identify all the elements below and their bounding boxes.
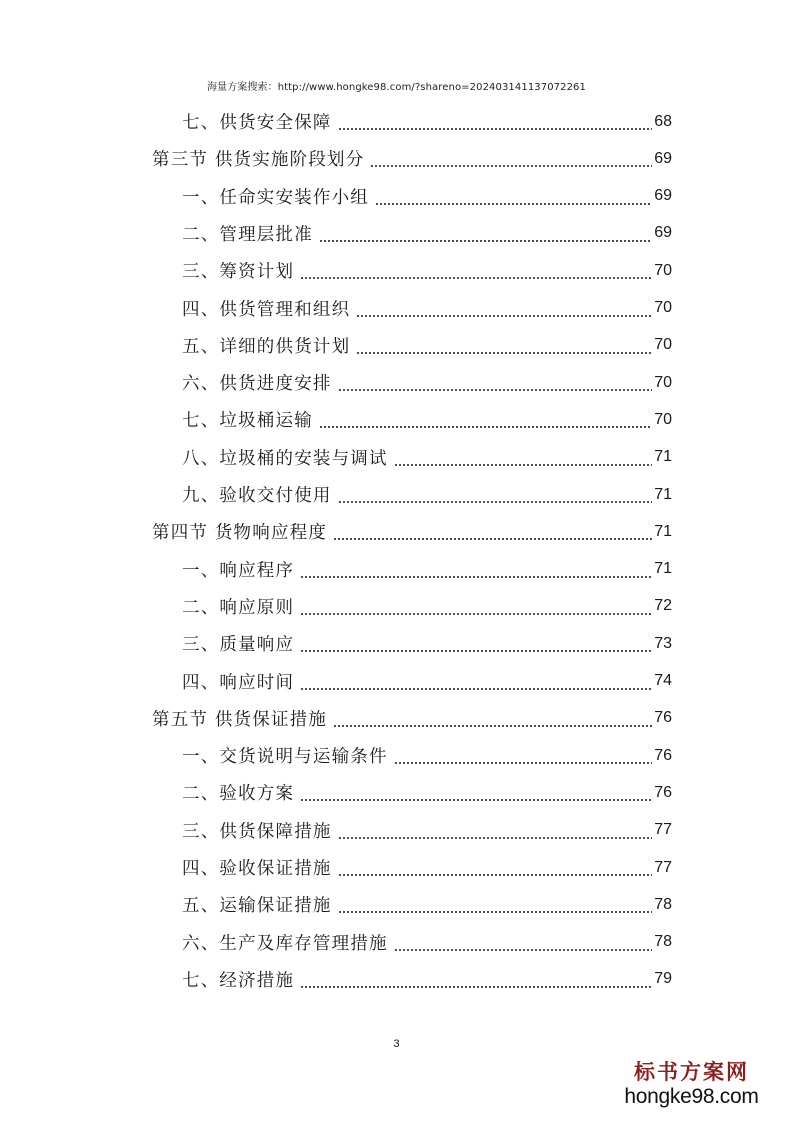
- toc-entry-title: 六、供货进度安排: [182, 374, 332, 395]
- toc-dot-leader: [338, 859, 653, 877]
- toc-entry-title: 第四节 货物响应程度: [152, 523, 328, 544]
- toc-entry-title: 二、验收方案: [182, 784, 295, 805]
- toc-entry-title: 三、筹资计划: [182, 262, 295, 283]
- toc-entry-title: 三、质量响应: [182, 635, 295, 656]
- toc-dot-leader: [300, 673, 652, 691]
- toc-dot-leader: [300, 971, 652, 989]
- toc-entry-title: 第三节 供货实施阶段划分: [152, 150, 365, 171]
- toc-entry[interactable]: [182, 737, 672, 774]
- toc-entry[interactable]: [152, 140, 672, 177]
- toc-entry[interactable]: [152, 700, 672, 737]
- toc-entry-page-number: 70: [654, 410, 672, 428]
- toc-entry[interactable]: [182, 663, 672, 700]
- toc-entry-page-number: 69: [654, 187, 672, 205]
- toc-entry-page-number: 69: [654, 149, 672, 167]
- toc-dot-leader: [338, 374, 653, 392]
- toc-entry-page-number: 71: [654, 522, 672, 540]
- toc-entry-page-number: 78: [654, 895, 672, 913]
- toc-entry[interactable]: [182, 252, 672, 289]
- toc-dot-leader: [300, 561, 652, 579]
- toc-dot-leader: [375, 188, 652, 206]
- toc-entry-title: 二、响应原则: [182, 597, 295, 618]
- toc-entry[interactable]: [182, 625, 672, 662]
- toc-entry-page-number: 69: [654, 224, 672, 242]
- toc-entry-title: 一、任命实安装作小组: [182, 187, 369, 208]
- toc-entry-page-number: 68: [654, 112, 672, 130]
- toc-entry-page-number: 77: [654, 821, 672, 839]
- toc-entry[interactable]: [182, 588, 672, 625]
- toc-dot-leader: [333, 710, 652, 728]
- toc-dot-leader: [338, 896, 653, 914]
- toc-dot-leader: [338, 486, 653, 504]
- toc-entry[interactable]: [182, 327, 672, 364]
- toc-entry-title: 五、详细的供货计划: [182, 336, 351, 357]
- toc-entry[interactable]: [182, 439, 672, 476]
- watermark-domain-text: hongke98.com: [624, 1085, 759, 1108]
- toc-dot-leader: [356, 300, 652, 318]
- toc-entry-title: 七、经济措施: [182, 970, 295, 991]
- toc-dot-leader: [356, 337, 652, 355]
- toc-entry-page-number: 78: [654, 933, 672, 951]
- toc-entry-title: 三、供货保障措施: [182, 821, 332, 842]
- toc-dot-leader: [319, 225, 652, 243]
- toc-entry-title: 六、生产及库存管理措施: [182, 933, 388, 954]
- toc-entry[interactable]: [182, 178, 672, 215]
- toc-entry-title: 七、垃圾桶运输: [182, 411, 313, 432]
- page-header-search-link: 海量方案搜索：http://www.hongke98.com/?shareno=202403141137072261: [207, 82, 586, 93]
- toc-entry-page-number: 71: [654, 560, 672, 578]
- toc-entry-page-number: 74: [654, 672, 672, 689]
- toc-entry-page-number: 72: [654, 597, 672, 615]
- toc-entry-title: 一、响应程序: [182, 560, 295, 581]
- toc-dot-leader: [300, 784, 652, 802]
- toc-entry-title: 一、交货说明与运输条件: [182, 747, 388, 768]
- toc-dot-leader: [333, 523, 652, 541]
- toc-entry[interactable]: [152, 513, 672, 550]
- toc-dot-leader: [300, 635, 652, 653]
- toc-entry-page-number: 79: [654, 970, 672, 988]
- toc-entry[interactable]: [182, 961, 672, 998]
- toc-entry-page-number: 77: [654, 858, 672, 876]
- toc-entry-page-number: 71: [654, 448, 672, 466]
- toc-entry[interactable]: [182, 812, 672, 849]
- toc-entry-title: 四、验收保证措施: [182, 859, 332, 879]
- toc-entry-page-number: 76: [654, 709, 672, 727]
- toc-entry[interactable]: [182, 924, 672, 961]
- toc-entry-title: 五、运输保证措施: [182, 896, 332, 917]
- page-number: 3: [393, 1038, 400, 1050]
- toc-entry[interactable]: [182, 215, 672, 252]
- toc-entry[interactable]: [182, 103, 672, 140]
- toc-dot-leader: [394, 934, 653, 952]
- toc-dot-leader: [338, 822, 653, 840]
- toc-entry[interactable]: [182, 886, 672, 923]
- toc-entry[interactable]: [182, 476, 672, 513]
- toc-entry-title: 九、验收交付使用: [182, 486, 332, 506]
- toc-entry-page-number: 76: [654, 746, 672, 764]
- toc-entry[interactable]: [182, 551, 672, 588]
- toc-dot-leader: [300, 262, 652, 280]
- toc-dot-leader: [338, 113, 653, 131]
- toc-dot-leader: [394, 747, 653, 765]
- toc-entry-page-number: 76: [654, 783, 672, 801]
- toc-entry-title: 第五节 供货保证措施: [152, 709, 328, 730]
- toc-dot-leader: [394, 449, 653, 467]
- toc-entry-title: 七、供货安全保障: [182, 113, 332, 133]
- toc-dot-leader: [300, 598, 652, 616]
- toc-entry-page-number: 73: [654, 634, 672, 652]
- toc-entry-page-number: 70: [654, 336, 672, 354]
- toc-entry[interactable]: [182, 401, 672, 438]
- toc-entry[interactable]: [182, 364, 672, 401]
- toc-entry-page-number: 70: [654, 373, 672, 391]
- toc-entry-page-number: 70: [654, 261, 672, 279]
- toc-entry[interactable]: [182, 849, 672, 886]
- toc-entry-title: 二、管理层批准: [182, 224, 313, 245]
- toc-entry-title: 八、垃圾桶的安装与调试: [182, 448, 388, 469]
- toc-entry[interactable]: [182, 290, 672, 327]
- toc-entry-title: 四、响应时间: [182, 672, 295, 693]
- toc-entry-page-number: 70: [654, 299, 672, 316]
- watermark-logo: [604, 1060, 779, 1110]
- toc-entry-title: 四、供货管理和组织: [182, 299, 351, 320]
- toc-dot-leader: [319, 411, 652, 429]
- toc-entry[interactable]: [182, 774, 672, 811]
- toc-dot-leader: [370, 150, 652, 168]
- watermark-chinese-text: 标书方案网: [634, 1059, 749, 1084]
- toc-entry-page-number: 71: [654, 485, 672, 503]
